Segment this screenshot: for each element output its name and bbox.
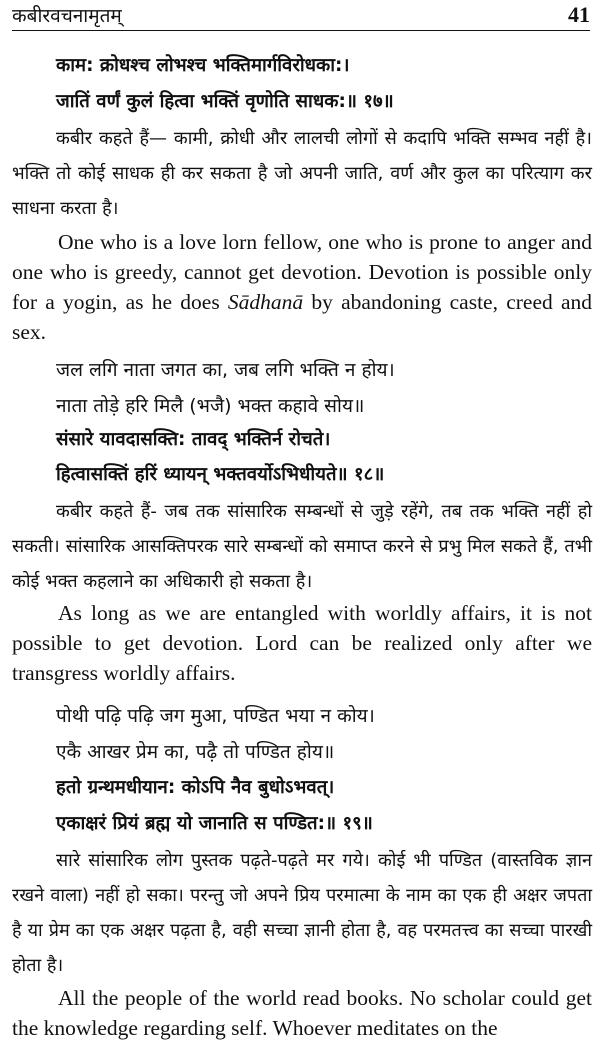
sanskrit-verse-18-line-2: हित्वासक्तिं हरिं ध्यायन् भक्तवर्योऽभिधीयते॥ १८॥ bbox=[56, 464, 385, 485]
sanskrit-verse-19-line-1: हतो ग्रन्थमधीयान: कोऽपि नैव बुधोऽभवत्। bbox=[56, 777, 335, 798]
english-translation-17-end: by abandoning caste, creed and sex. bbox=[12, 290, 592, 344]
hindi-doha-18-line-1: जल लगि नाता जगत का, जब लगि भक्ति न होय। bbox=[56, 359, 395, 381]
english-translation-17 bbox=[12, 227, 592, 347]
page-number: 41 bbox=[568, 2, 590, 27]
english-translation-18: As long as we are entangled with worldly affairs, it is not possible to get devotion. Lord can be realized only after we transgress worldly affairs. bbox=[12, 601, 592, 685]
sadhana-italic: Sādhanā bbox=[227, 290, 304, 314]
hindi-commentary-19: सारे सांसारिक लोग पुस्तक पढ़ते-पढ़ते मर गये। कोई भी पण्डित (वास्तविक ज्ञान रखने वाला) नहीं हो सका। परन्तु जो अपने प्रिय परमात्मा के नाम का एक ही अक्षर जपता है या प्रेम का एक अक्षर पढ़ता है, वही सच्चा ज्ञानी होता है, वह परमतत्त्व का सच्चा पारखी होता है। bbox=[12, 850, 592, 976]
english-translation-17-text: One who is a love lorn fellow, one who is prone to anger and one who is greedy, cannot get devotion. Devotion is possible only for a yogin, as he does bbox=[12, 230, 592, 314]
hindi-commentary-18: कबीर कहते हैं- जब तक सांसारिक सम्बन्धों से जुड़े रहेंगे, तब तक भक्ति नहीं हो सकती। सांसारिक आसक्तिपरक सारे सम्बन्धों को समाप्त करने से प्रभु मिल सकते हैं, तभी कोई भक्त कहलाने का अधिकारी हो सकता है। bbox=[12, 501, 593, 592]
sanskrit-verse-18-line-1: संसारे यावदासक्ति: तावद् भक्तिर्न रोचते। bbox=[56, 429, 331, 450]
sanskrit-verse-17-line-1: काम: क्रोधश्च लोभश्च भक्तिमार्गविरोधका:। bbox=[56, 55, 350, 76]
running-title: कबीरवचनामृतम् bbox=[12, 5, 122, 27]
hindi-doha-18-line-2: नाता तोड़े हरि मिलै (भजै) भक्त कहावे सोय॥ bbox=[56, 395, 365, 417]
hindi-commentary-17: कबीर कहते हैं— कामी, क्रोधी और लालची लोगों से कदापि भक्ति सम्भव नहीं है। भक्ति तो कोई साधक ही कर सकता है जो अपनी जाति, वर्ण और कुल का परित्याग कर साधना करता है। bbox=[12, 128, 592, 219]
sanskrit-verse-17-line-2: जातिं वर्णं कुलं हित्वा भक्तिं वृणोति साधक:॥ १७॥ bbox=[56, 91, 394, 112]
english-translation-19: All the people of the world read books. No scholar could get the knowledge regarding self. Whoever meditates on the bbox=[12, 986, 592, 1040]
hindi-doha-19-line-1: पोथी पढ़ि पढ़ि जग मुआ, पण्डित भया न कोय। bbox=[56, 705, 375, 727]
sanskrit-verse-19-line-2: एकाक्षरं प्रियं ब्रह्म यो जानाति स पण्डित:॥ १९॥ bbox=[56, 813, 373, 834]
header-rule bbox=[12, 30, 590, 31]
page-header bbox=[12, 0, 590, 30]
hindi-doha-19-line-2: एकै आखर प्रेम का, पढ़ै तो पण्डित होय॥ bbox=[56, 741, 335, 763]
